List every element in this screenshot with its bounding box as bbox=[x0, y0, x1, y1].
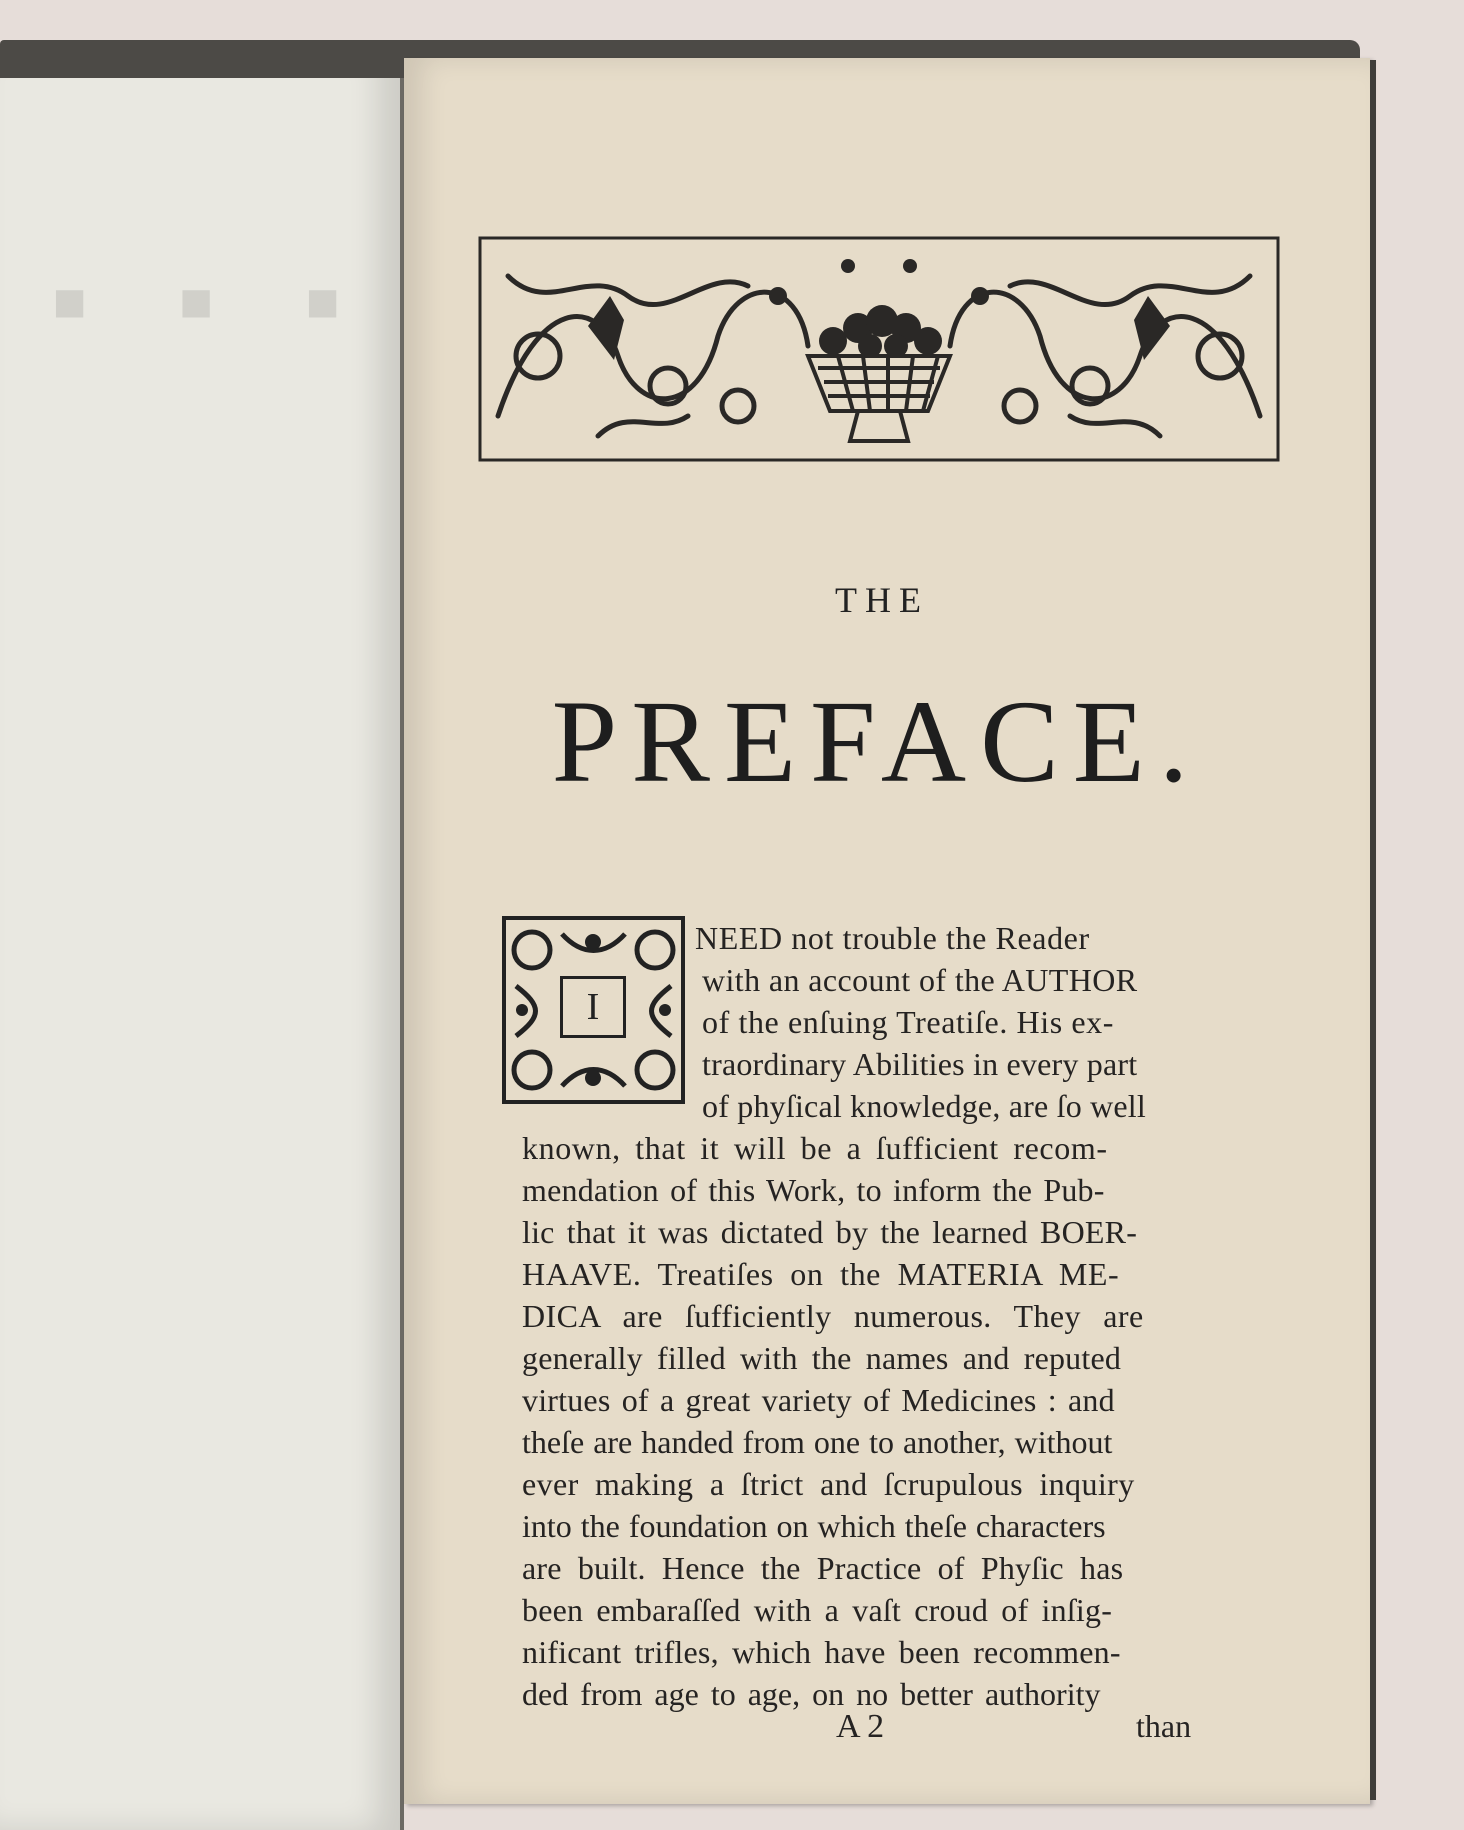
text-line: known, that it will be a ſufficient recom- bbox=[522, 1130, 1108, 1166]
text-line: ded from age to age, on no better authority bbox=[522, 1676, 1101, 1712]
signature-mark: A 2 bbox=[836, 1708, 885, 1745]
text-line: NEED not trouble the Reader bbox=[695, 920, 1090, 956]
text-line: lic that it was dictated by the learned BOER- bbox=[522, 1214, 1138, 1250]
decorated-initial bbox=[502, 916, 685, 1104]
text-line: generally filled with the names and reputed bbox=[522, 1340, 1122, 1376]
text-line: of phyſical knowledge, are ſo well bbox=[702, 1088, 1146, 1124]
text-line: are built. Hence the Practice of Phyſic has bbox=[522, 1550, 1124, 1586]
title-preface: PREFACE. bbox=[551, 676, 1203, 807]
preface-page bbox=[404, 58, 1370, 1804]
ornamental-headpiece bbox=[478, 236, 1280, 462]
show-through-text: ▪ ▪ ▪ bbox=[20, 240, 342, 362]
text-line: of the enſuing Treatiſe. His ex- bbox=[702, 1004, 1115, 1040]
text-line: traordinary Abilities in every part bbox=[702, 1046, 1138, 1082]
catchword: than bbox=[1136, 1708, 1192, 1744]
text-line: nificant trifles, which have been recommen- bbox=[522, 1634, 1121, 1670]
initial-letter: I bbox=[560, 976, 626, 1038]
facing-page-left bbox=[0, 48, 404, 1830]
text-line: ever making a ſtrict and ſcrupulous inquiry bbox=[522, 1466, 1135, 1502]
text-line: HAAVE. Treatiſes on the MATERIA ME- bbox=[522, 1256, 1120, 1292]
text-line: virtues of a great variety of Medicines : and bbox=[522, 1382, 1115, 1418]
text-line: into the foundation on which theſe characters bbox=[522, 1508, 1106, 1544]
book-edge-right bbox=[1370, 60, 1376, 1800]
text-line: DICA are ſufficiently numerous. They are bbox=[522, 1298, 1144, 1334]
text-line: been embaraſſed with a vaſt croud of inſig- bbox=[522, 1592, 1113, 1628]
text-line: theſe are handed from one to another, without bbox=[522, 1424, 1113, 1460]
text-line: mendation of this Work, to inform the Pub- bbox=[522, 1172, 1105, 1208]
title-the: THE bbox=[835, 580, 929, 620]
text-line: with an account of the AUTHOR bbox=[702, 962, 1138, 998]
